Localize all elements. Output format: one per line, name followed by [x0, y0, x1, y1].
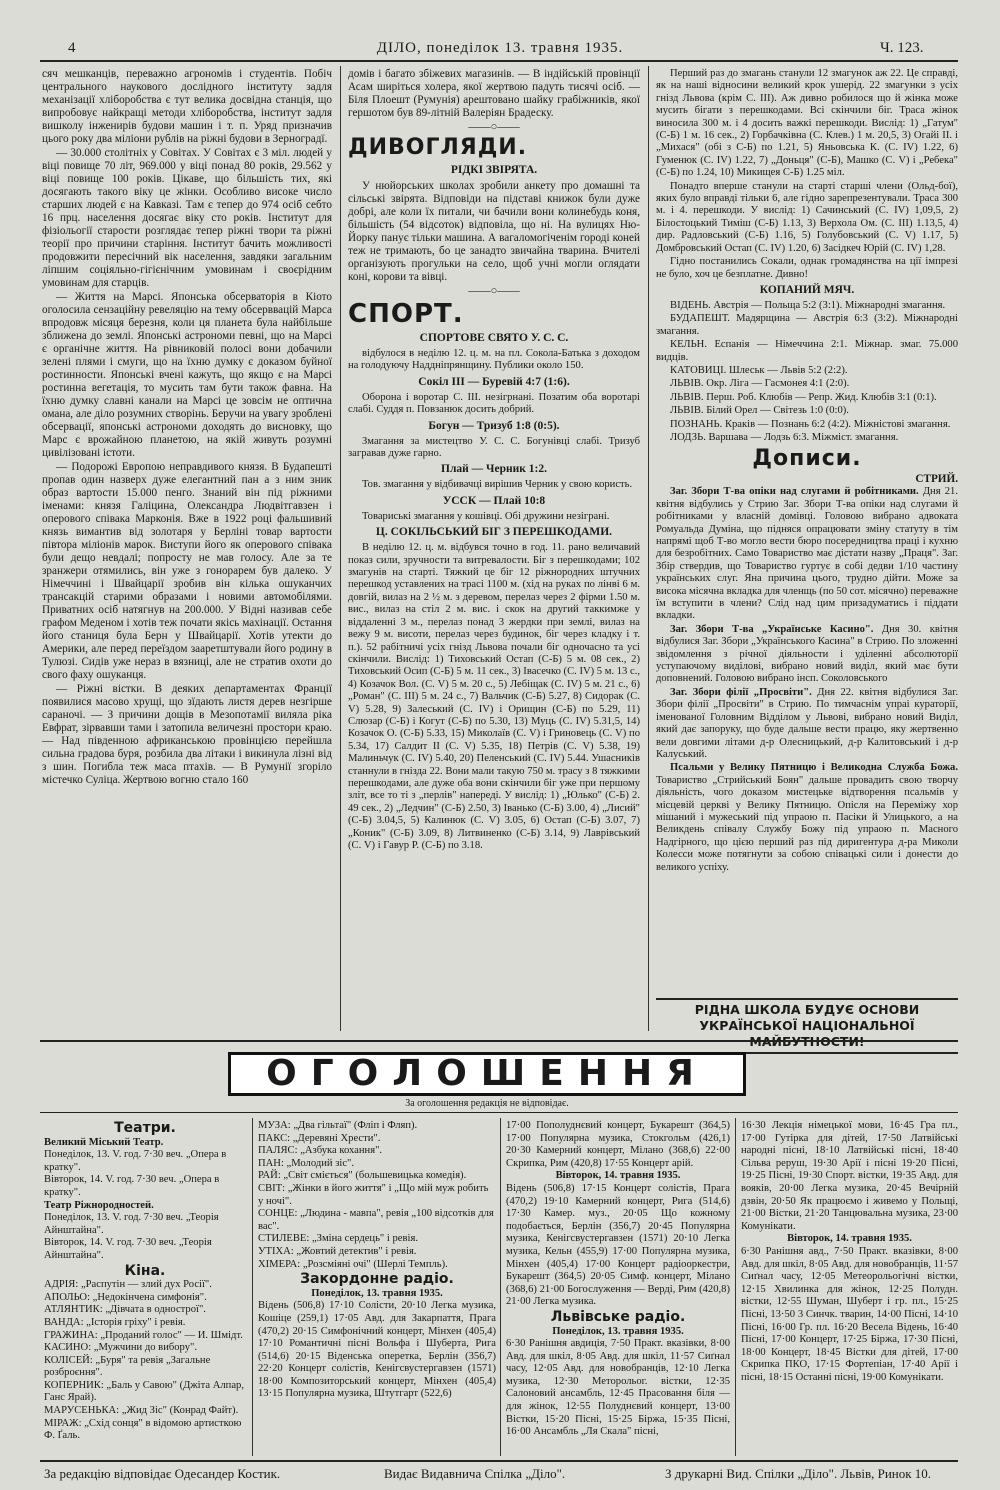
cinema-listing: ПАН: „Молодий зіс". [258, 1157, 355, 1169]
separator-ornament: ——○—— [468, 285, 520, 297]
article-paragraph [656, 624, 958, 686]
section-title-sport: СПОРТ. [348, 299, 464, 329]
subheading: Сокіл ІІІ — Буревій 4:7 (1:6). [418, 375, 570, 388]
radio-listing: 6·30 Ранішня авдиція, 7·50 Практ. вказівки, 8·00 Авд. для шкіл, 8·05 Авд. для шкіл, 11·57 Сиґнал часу, 12·05 Авд. для новобранців, 12·10 Легка музика, 12·30 Меторольог. вістки, 12·35 Салоновий ансамбль, 12·45 Прасовання біля — для жінок, 12·55 Полуднєвий концерт, 13·00 Вістки, 15·20 Пісні, 15·25 Біржа, 15·35 Пісні, 16·00 Ансамбль „Ля Скала" пісні, [506, 1338, 730, 1438]
cinema-listing: МУЗА: „Два гільтаї" (Фліп і Фляп). [258, 1120, 418, 1131]
cinema-listing: АДРІЯ: „Распутін — злий дух Росії". [44, 1279, 212, 1291]
article-paragraph: Тов. змагання у відбивачці вирішив Черник у свою користь. [362, 479, 633, 491]
cinema-listing: СВІТ: „Жінки в його життя" і „Що мій муж робить у ночі". [258, 1182, 489, 1207]
article-text: Дня 21. квітня відбулись у Стрию Заг. Збори Т-ва опіки над слугами й робітниками у власній домівці. Головою вибрано адвоката Ромуальда Думіна, що підняся опрацювати зміну статуту в тім напрямі щоб Т-во могло вести бюро посередництва праці і кухню для безробітних. Само Товариство має дістати назву „Праця". Заг. Збір ствердив, що Товариство гуртує в собі дедви 1/10 частину українських слуг. Яна причина цього, трудно дійти. Може за висока місячна вкладка для членщь (по 50 сот. місячно) переважне їм вступити в члени? Слід над цим призадуматись і піддати вкладки. [656, 486, 958, 622]
radio-day: Понеділок, 13. травня 1935. [552, 1325, 684, 1337]
article-paragraph [656, 687, 958, 761]
cinema-listing: КАСИНО: „Мужчини до вибору". [44, 1342, 197, 1354]
football-result: ЛЬВІВ. Окр. Ліга — Гасмонея 4:1 (2:0). [670, 378, 850, 390]
radio-listing: 17·00 Пополуднєвий концерт, Букарешт (364,5) 17·00 Популярна музика, Стокгольм (426,1) 20·30 Камерний концерт, Мілано (368,6) 22·00 Скрипка, Рим (420,8) 17·55 Концерт арій. [506, 1120, 730, 1169]
school-slogan: РІДНА ШКОЛА БУДУЄ ОСНОВИ УКРАЇНСЬКОЇ НАЦІОНАЛЬНОЇ [656, 998, 958, 1054]
ads-divider-3 [735, 1118, 736, 1456]
football-result: БУДАПЕШТ. Мадярщина — Австрія 6:3 (3:2). Міжнародні змагання. [656, 313, 958, 337]
subheading: РІДКІ ЗВІРЯТА. [450, 164, 538, 176]
radio-listing: Відень (506,8) 17·15 Концерт солістів, Прага (470,2) 19·10 Камерний концерт, Рига (514,6) 17·30 Камер. муз., 20·05 Що кожному подобається, Берлін (356,7) 20·45 Популярна музика, Кенігсвустергавзен (1571) 20·10 Легка музика, Кельн (455,9) 17·00 Популярна музика, Мінхен (405,4) 17·00 Концерт радіооркестри, Букарешт (364,5) 20·05 Симф. концерт, Мілано (368,6) 21·00 Богослуження — Верді, Рим (420,8) 21·00 Легка музика. [506, 1182, 730, 1308]
radio-listing: Відень (506,8) 17·10 Солісти, 20·10 Легка музика, Кошіце (259,1) 17·05 Авд. для Закарпаття, Прага (470,2) 20·15 Симфонічний концерт, Мінхен (405,4) 17·10 Романтичні пісні Вольфа і Шуберта, Рига (514,6) 20·15 Віденська оперетка, Берлін (356,7) 22·20 Концерт солістів, Кенігсвустергавзен (1571) 18·00 Композиторський концерт, Мінхен (405,4) 13·15 Популярна музика, Штутгарт (522,6) [258, 1300, 496, 1400]
article-heading: Заг. Збори Т-ва „Українське Касино". [670, 623, 874, 635]
radio-listing: 6·30 Ранішня авд., 7·50 Практ. вказівки, 8·00 Авд. для шкіл, 8·05 Авд. для новобранців, 11·57 Сиґнал часу, 12·05 Метеорольогічні вістки, 12·15 Хвилинка для жінок, 12·25 Полудн. вістки, 12·55 Шуман, Шуберт і гр. пл., 15·25 Пісні, 13·50 3 Синчк. тварин, 14·00 Пісні, 14·10 Пісні, 16·00 Гр. пл. 16·20 Весела Відень, 16·40 Пісні, 17·00 Концерт, 17·25 Біржа, 17·30 Пісні, 18·00 Концерт, 18·45 Вістки для дітей, 17·00 Скрипка ПКО, 17·15 Фортепіан, 17·40 Арії і пісні, 18·15 Останні пісні, 19·00 Комунікати. [741, 1245, 958, 1383]
lviv-radio-title: Львівське радіо. [550, 1308, 686, 1325]
ads-divider-1 [252, 1118, 253, 1456]
cinema-listing: МІРАЖ: „Схід сонця" в відомою артисткою Ф. Ґаль. [44, 1417, 242, 1442]
cinema-listing: УТІХА: „Жовтий детектив" і ревія. [258, 1245, 417, 1257]
radio-day: Вівторок, 14. травня 1935. [787, 1233, 912, 1245]
article-paragraph: — Ріжні вістки. В деяких департаментах Франції появилися масово хрущі, що зїдають листя дерев незгірше сараночі. — З причини дощів в Мезопотамії виляла ріка Евфрат, зірвавши тами і затопила величезні простори краю. — Над південною африканською провінцією перейшла сильна градова буря, розбила два літаки і викинула лізні від з шин. Погибла теж маса птахів. — В Румунії згоріло містечко Суліца. Жертвою вогню стало 160 [42, 683, 332, 786]
article-paragraph: — Життя на Марсі. Японська обсерваторія в Кіото оголосила сензаційну ревеляцію на тему обсерввацій Марса впродовж місяця березня, коли ця планета була найбільше зближена до землі. Японські астрономи певні, що на Марсі є органічне життя. На рівниковій полосі вони добачили зелені плями і смуги, що на їхню думку є доказом буйної ростинности. Японські вчені кажуть, що якщо є на Марсі ростинна вегетація, то мусить там бути також фавна. На їхню думку славні канали на Марсі це зовсім не оптична омана, але діло розумних створінь. Беручи на увагу зроблені обсервації, японські астрономи доходять до висновку, що Марс є врожайною планетою, на якій живуть розумні цивілізовані істоти. [42, 291, 332, 459]
cinema-listing: ХІМЕРА: „Розсміяні очі" (Шерлі Темпль). [258, 1258, 448, 1270]
page-number: 4 [68, 40, 76, 56]
section-title-letters: Дописи. [752, 446, 862, 472]
header-rule [40, 60, 958, 62]
issue-number: Ч. 123. [880, 40, 924, 56]
cinema-listing: АТЛЯНТИК: „Дівчата в однострої". [44, 1304, 206, 1316]
theatre-name: Великий Міський Театр. [44, 1136, 164, 1148]
section-title-curiosities: ДИВОГЛЯДИ. [348, 135, 528, 160]
column-2 [348, 68, 640, 1028]
article-paragraph: Оборона і воротар С. ІІІ. незігрнані. Позатим оба воротарі слабі. Суддя п. Повзанюк досить добрий. [348, 391, 640, 416]
article-paragraph: Гідно постанились Сокали, однак громадянства на ції імпрезі не було, хоч це безплатне. Дивно! [656, 256, 958, 280]
footer-rule [40, 1460, 958, 1462]
cinema-listing: КОЛІСЕЙ: „Буря" та ревія „Загальне розброєння". [44, 1354, 211, 1379]
column-3 [656, 68, 958, 1028]
cinema-listing: ПАКС: „Деревяні Хрести". [258, 1132, 381, 1144]
cinema-listing: РАЙ: „Світ сміється" (большевицька комедія). [258, 1170, 467, 1182]
cinema-listing: АПОЛЬО: „Недокінчена симфонія". [44, 1291, 207, 1303]
separator-ornament: ——○—— [468, 121, 520, 133]
theatre-listing: Вівторок, 14. V. год. 7·30 веч. „Опера в кратку". [44, 1174, 220, 1198]
football-result: КАТОВИЦІ. Шлеськ — Львів 5:2 (2:2). [670, 364, 848, 376]
cinema-listing: МАРУСЕНЬКА: „Жид Зіс" (Конрад Файт). [44, 1405, 239, 1417]
theatre-name: Театр Ріжнородностей. [44, 1199, 154, 1211]
article-paragraph: В неділю 12. ц. м. відбувся точно в год. 11. рано величавий показ сили, зручности та витревалости. Біг з перешкодами; 102 змагунів на старті. Тяжкий це біг 12 ріжнородних штучних перешкод уставлених на трасі 1100 м. (хід на руках по лінві 6 м. довгій, вилаз на 2 ½ м. з деревом, перелаз через 2 фірми 1.50 м. вис., вилаз на стіл 2 м. вис. і скок на другий таккимже у віддаленні 3 м., перелаз понад 3 жердки при землі, вилаз на вежу 9 м. висоти, перелаз через будинок, біг через кладку і т. п.). 52 рабітничі усіх гнізд Львова почали біг одночасно та усі скінчили. Вислід: 1) Тиховський Остап (С-Б) 5 м. 08 сек., 2) Тиховський Осип (С-Б) 5 м. 11 сек., 3) Івасечко (С. ІV) 5 м. 13 с., 4) Козачок Вол. (С. V) 5 м. 20 с., 5) Лебіщак (С. ІV) 5 м. 21 с., 6) „Роман" (С. ІІІ) 5 м. 24 с., 7) Вальчик (С-Б) 5.27, 8) Сидорак (С. V) 5.28, 9) Залеський (С. ІV) і Орищин (С-Б) по 5.29, 11) Слюзар (С-Б) і Когут (С-Б) по 5.30, 13) Муць (С. ІV) 5.31,5, 14) Козачок О. (С-Б) 5.33, 15) Миколаїв (С. V) і Гриновець (С. V) по 5.34, 17) Салдит ІІ (С. V) 5.35, 18) Петрів (С. V) 5.38, 19) Малиньчук (С. ІV) 5.40, 20) Пеленський (С. ІV) 5.44. Ушасників станнули в гнізда 22. Вони мали такую 750 м. трасу з 8 тяжкими перешкодами, але дуже оба вони скінчили біг уже при першому зліт, все то ті з „перлів" напереді. У вислід: 1) „Юлько" (С-Б) 2. 49 сек., 2) „Ледчин" (С-Б) 2.50, 3) Іванько (С-Б) 3.00, 4) „Лисий" (С-Б) 3.04,5, 5) Калинюк (С. V) 3.05, 6) Остап (С-Б) 3.07, 7) „Коник" (С-Б) 3.09, 8) Литвиненко (С-Б) 3.14, 9) Лаврівський (С. V) і Гавур Р. (С-Б) по 3.18. [348, 542, 640, 851]
football-result: ЛЬВІВ. Білий Орел — Світезь 1:0 (0:0). [670, 405, 849, 417]
cinemas-title: Кіна. [124, 1262, 166, 1279]
article-heading: Псальми у Велику Пятницю і Великодна Служба Божа. [670, 762, 958, 774]
radio-day: Понеділок, 13. травня 1935. [311, 1287, 443, 1299]
article-heading: Заг. Збори філії „Просвіти". [670, 686, 812, 698]
cinema-listing: ПАЛЯС: „Азбука кохання". [258, 1145, 383, 1157]
subheading: Плай — Черник 1:2. [441, 463, 547, 476]
subheading-football: КОПАНИЙ МЯЧ. [759, 283, 855, 296]
cinema-listing: СТИЛЕВЕ: „Зміна сердець" і ревія. [258, 1233, 418, 1245]
article-text: Дня 22. квітня відбулися Заг. Збори філії „Просвіти" в Стрию. По тимчаснім упраі кураторії, іменованої Головним Відділом у Львові, вибрано новий Виділ, який дає запоруку, що буде дальше вести працю, яку жертвенно вели довгими літами д-р Олесницький, д-р Калитовський і д-р Калуський. [656, 686, 958, 760]
article-paragraph: — 30.000 столітніх у Совітах. У Совітах є 3 міл. людей у віці повище 70 літ, 969.000 у віці понад 80 років, 29.562 у віці повище 100 років. Цікаве, що більшість тих, які досягають такого віку це жінки. Особливо високе число старших людей є на Кавказі. Там є тепер до 974 осіб себто 16 прц. населення досягає віку сто років. Інститут для фізіольогії старости розглядає тепер ріжні твори та ріжні теорії про причини старіння. Інститут бачить можливості продовжити пересічний вік населення, завдяки загальним ліпшим соціяльно-гігієнічним умовинам і своєрідним умовинам для старців. [42, 147, 332, 289]
ads-top-rule [40, 1040, 958, 1042]
football-result: ЛЬВІВ. Перш. Роб. Клюбів — Репр. Жид. Клюбів 3:1 (0:1). [670, 391, 937, 403]
subheading: СПОРТОВЕ СВЯТО У. С. С. [419, 332, 569, 344]
football-result: КЕЛЬН. Еспанія — Німеччина 2:1. Міжнар. змаг. 75.000 видців. [656, 339, 958, 363]
cinema-listing: ГРАЖИНА: „Проданий голос" — И. Шмідт. [44, 1329, 243, 1341]
radio-listing: 16·30 Лекція німецької мови, 16·45 Гра пл., 17·00 Гутірка для дітей, 17·50 Латвійські народні пісні, 18·10 Латвійські пісні, 18·40 Сільва реруш, 19·30 Арії і пісні 19·20 Пісні, 19·25 Пісні, 19·30 Спорт. вістки, 19·35 Авд. для вояків, 20·00 Легка музика, 20·45 Вечірній дзвін, 20·50 Як працюємо і живемо у Польщі, 21·00 Вістки, 21·20 Танцювальна музика, 23·00 Комунікати. [741, 1120, 958, 1232]
ads-banner: ОГОЛОШЕННЯ [228, 1052, 746, 1096]
article-paragraph [656, 486, 958, 622]
theatres-title: Театри. [114, 1120, 176, 1136]
ads-column-3 [506, 1120, 730, 1458]
foreign-radio-title: Закордонне радіо. [300, 1271, 454, 1288]
subheading: Богун — Тризуб 1:8 (0:5). [428, 419, 560, 432]
article-heading: Заг. Збори Т-ва опіки над слугами й робітниками. [670, 486, 919, 498]
article-paragraph: домів і багато збіжевих магазинів. — В індійській провінції Асам ширіться холера, якої жертвою падуть тисячі осіб. — Біля Плоешт (Румунія) арештовано шайку грабіжників, якої гершотом був 89-літній Валеріян Брадеску. [348, 68, 640, 119]
subheading: Ц. СОКІЛЬСЬКИЙ БІГ З ПЕРЕШКОДАМИ. [375, 526, 613, 539]
article-paragraph: відбулося в неділю 12. ц. м. на пл. Сокола-Батька з доходом на голодуючу Наддніпрянщину. Публики около 150. [348, 348, 640, 372]
football-result: ЛОДЗЬ. Варшава — Лодзь 6:3. Міжміст. змагання. [670, 431, 899, 443]
column-divider-2 [648, 66, 649, 1031]
ads-column-4 [741, 1120, 958, 1458]
article-paragraph [656, 762, 958, 874]
ads-disclaimer: За оголошення редакція не відповідає. [405, 1098, 569, 1109]
ads-column-1 [44, 1120, 246, 1458]
article-paragraph: У нюйорських школах зробили анкету про домашні та сільські звірята. Відповіди на підставі книжок були дуже добрі, але коли їх питали, чи бачили вони колинебудь коня, більшість (54 відсоток) відповіла, що ні. На вулицях Ню-Йорку панує тільки машина. А вагаломогіченім городі коней теж не тримають, бо це занадто звичайна тварина. Вчителі організують прогульки на село, щоб учні могли оглядати коні, корови та вівці. [348, 180, 640, 283]
cinema-listing: КОПЕРНИК: „Баль у Савою" (Джіта Алпар, Ганс Ярай). [44, 1379, 244, 1404]
article-paragraph: Змагання за мистецтво У. С. С. Богунівці слабі. Тризуб загравав дуже гарно. [348, 435, 640, 460]
football-result: ВІДЕНЬ. Австрія — Польща 5:2 (3:1). Міжнародні змагання. [670, 299, 946, 311]
subheading: УССК — Плай 10:8 [442, 494, 546, 507]
football-result: ПОЗНАНЬ. Краків — Познань 6:2 (4:2). Міжністові змагання. [670, 418, 951, 430]
article-paragraph: Товариські змагання у кошівці. Обі дружини незіграні. [362, 510, 610, 522]
cinema-listing: СОНЦЕ: „Людина - мавпа", ревія „100 відсотків для вас". [258, 1208, 494, 1232]
newspaper-header-title: ДІЛО, понеділок 13. травня 1935. [376, 40, 624, 56]
article-text: Дня 30. квітня відбулися Заг. Збори „Українського Касина" в Стрию. По зложенні звідомлення з річної діяльности і уділенні абсолюторії уступаючому виділові, вибрано новий виділ, який має бути доповнений. Головою вибрано інсп. Соколовського [656, 623, 958, 685]
theatre-listing: Вівторок, 14. V. год. 7·30 веч. „Теорія Айнштайна". [44, 1237, 212, 1261]
ads-rule [40, 1112, 958, 1113]
cinema-listing: ВАНДА: „Історія гріху" і ревія. [44, 1316, 186, 1328]
article-paragraph: — Подорожі Европою неправдивого князя. В Будапешті пропав один назверх дуже елегантний пан а з ним зник образ вартости 15.000 пенго. Знаний він під ріжними іменами: князя Галіцина, Олександра Людвітгавзен і оперового співака Марконія. Вже в 1922 році фальшивий князь вимантив від золотаря у Берліні товар вартости півтора міліонів марок. Виступи його як оперового співака були дещо невдалі; попросту не мав голосу. Але за те зранжери отямились, він уже з гонорарем був далеко. У Німеччині і Швайцарії зробив він кілька ошуканчих трансакцій старими образами і новими автомобілями. Приватних осіб натягнув на 200.000. У Відні називав себе графом Меденом і хотів теж почати якісь махінації. Остання його станиця була Берн у Швайцарії. Хотів утекти до Америки, але перед переїздом зааретштували його родину в Тулюзі. Сидів уже нераз в вязниці, але не стратив охоти до свого фаху ошуканця. [42, 461, 332, 681]
theatre-listing: Понеділок, 13. V. год. 7·30 веч. „Опера в кратку". [44, 1149, 227, 1173]
article-paragraph: сяч мешканців, переважно агрономів і студентів. Побіч центрального наукового дослідного інституту задля механізації хліборобства є тут велика досвідна станція, що випробовує найкращі методи хліборобства, інститут задля вишколу інженирів будови машин і т. п. Уряд призначив цього року два міліони рублів на ріжні будови в Зерноградї. [42, 68, 332, 145]
column-divider-1 [340, 66, 341, 1031]
footer-printer: З друкарні Вид. Спілки „Діло". Львів, Ринок 10. [665, 1466, 932, 1481]
article-paragraph: Перший раз до змагань станули 12 змагунок аж 22. Це справді, як на наші відносини великий крок ушерід. 22 змагунки з усіх гнізд Львова (крім С. ІІІ). Аж дивно робилося що й жінка може мусить бігати з перешкодами. Всі скінчили біг. Траса жінок виносила 300 м. і 4 досить важкі перешкоди. Вислід: 1) „Гатум" (С-Б) 1 м. 16 сек., 2) Горбачківна (С. Клев.) 1 м. 20,5, 3) Огайі ІІ. і „Михася" (обі з С-Б) по 1.21, 5) Яньовська К. (С. ІV) 1.22, 6) Гуменюк (С. ІV) 1.22, 7) „Доньця" (С-Б), Машко (С. V) і „Ребека" (С-Б) по 1.24, 10) Микищея С-Б) 1.25 міл. [656, 68, 958, 179]
footer-editor: За редакцію відповідає Одесандер Костик. [44, 1466, 281, 1481]
dateline: СТРИЙ. [915, 473, 958, 486]
ads-divider-2 [500, 1118, 501, 1456]
theatre-listing: Понеділок, 13. V. год. 7·30 веч. „Теорія Айнштайна". [44, 1212, 219, 1236]
article-paragraph: Понадто вперше станули на старті старші члени (Ольд-бої), яких було вправді тільки 6, але гідно зарепрезентували. Траса 300 м. і 4. перешкоди. У вислід: 1) Сачинський (С. ІV) 1,09,5, 2) Білостоцький Тиміш (С-Б) 1.13, 3) Верхола Ом. (С. ІІІ) 1.13,5, 4) дир. Радловський (С-Б) 1.16, 5) Голубовський (С. V) 1.17, 5) Домбровський Остап (С. ІV) 1.20, 6) Засідкеч Юрій (С. ІV) 1,28. [656, 180, 958, 254]
radio-day: Вівторок, 14. травня 1935. [555, 1170, 681, 1182]
footer-publisher: Видає Видавнича Спілка „Діло". [384, 1466, 566, 1481]
column-1 [42, 68, 332, 1028]
article-text: Товариство „Стрийський Боян" дальше провадить свою творчу діяльність, чого доказом мистецьке відтворення псальмів у місцевій церкві у Велику Пятницю. Опісля на Переміжу хор мішаний і мужеський під упраою п. Пасіки й Улицького, а на Великдень співалу Службу Божу під упраою п. Масного Надгірного, що цією перший раз під диригентура д-ра Миколи Колесси може потягнути за собою співацькі сили і донести до великого успіху. [656, 774, 958, 873]
ads-column-2 [258, 1120, 496, 1458]
